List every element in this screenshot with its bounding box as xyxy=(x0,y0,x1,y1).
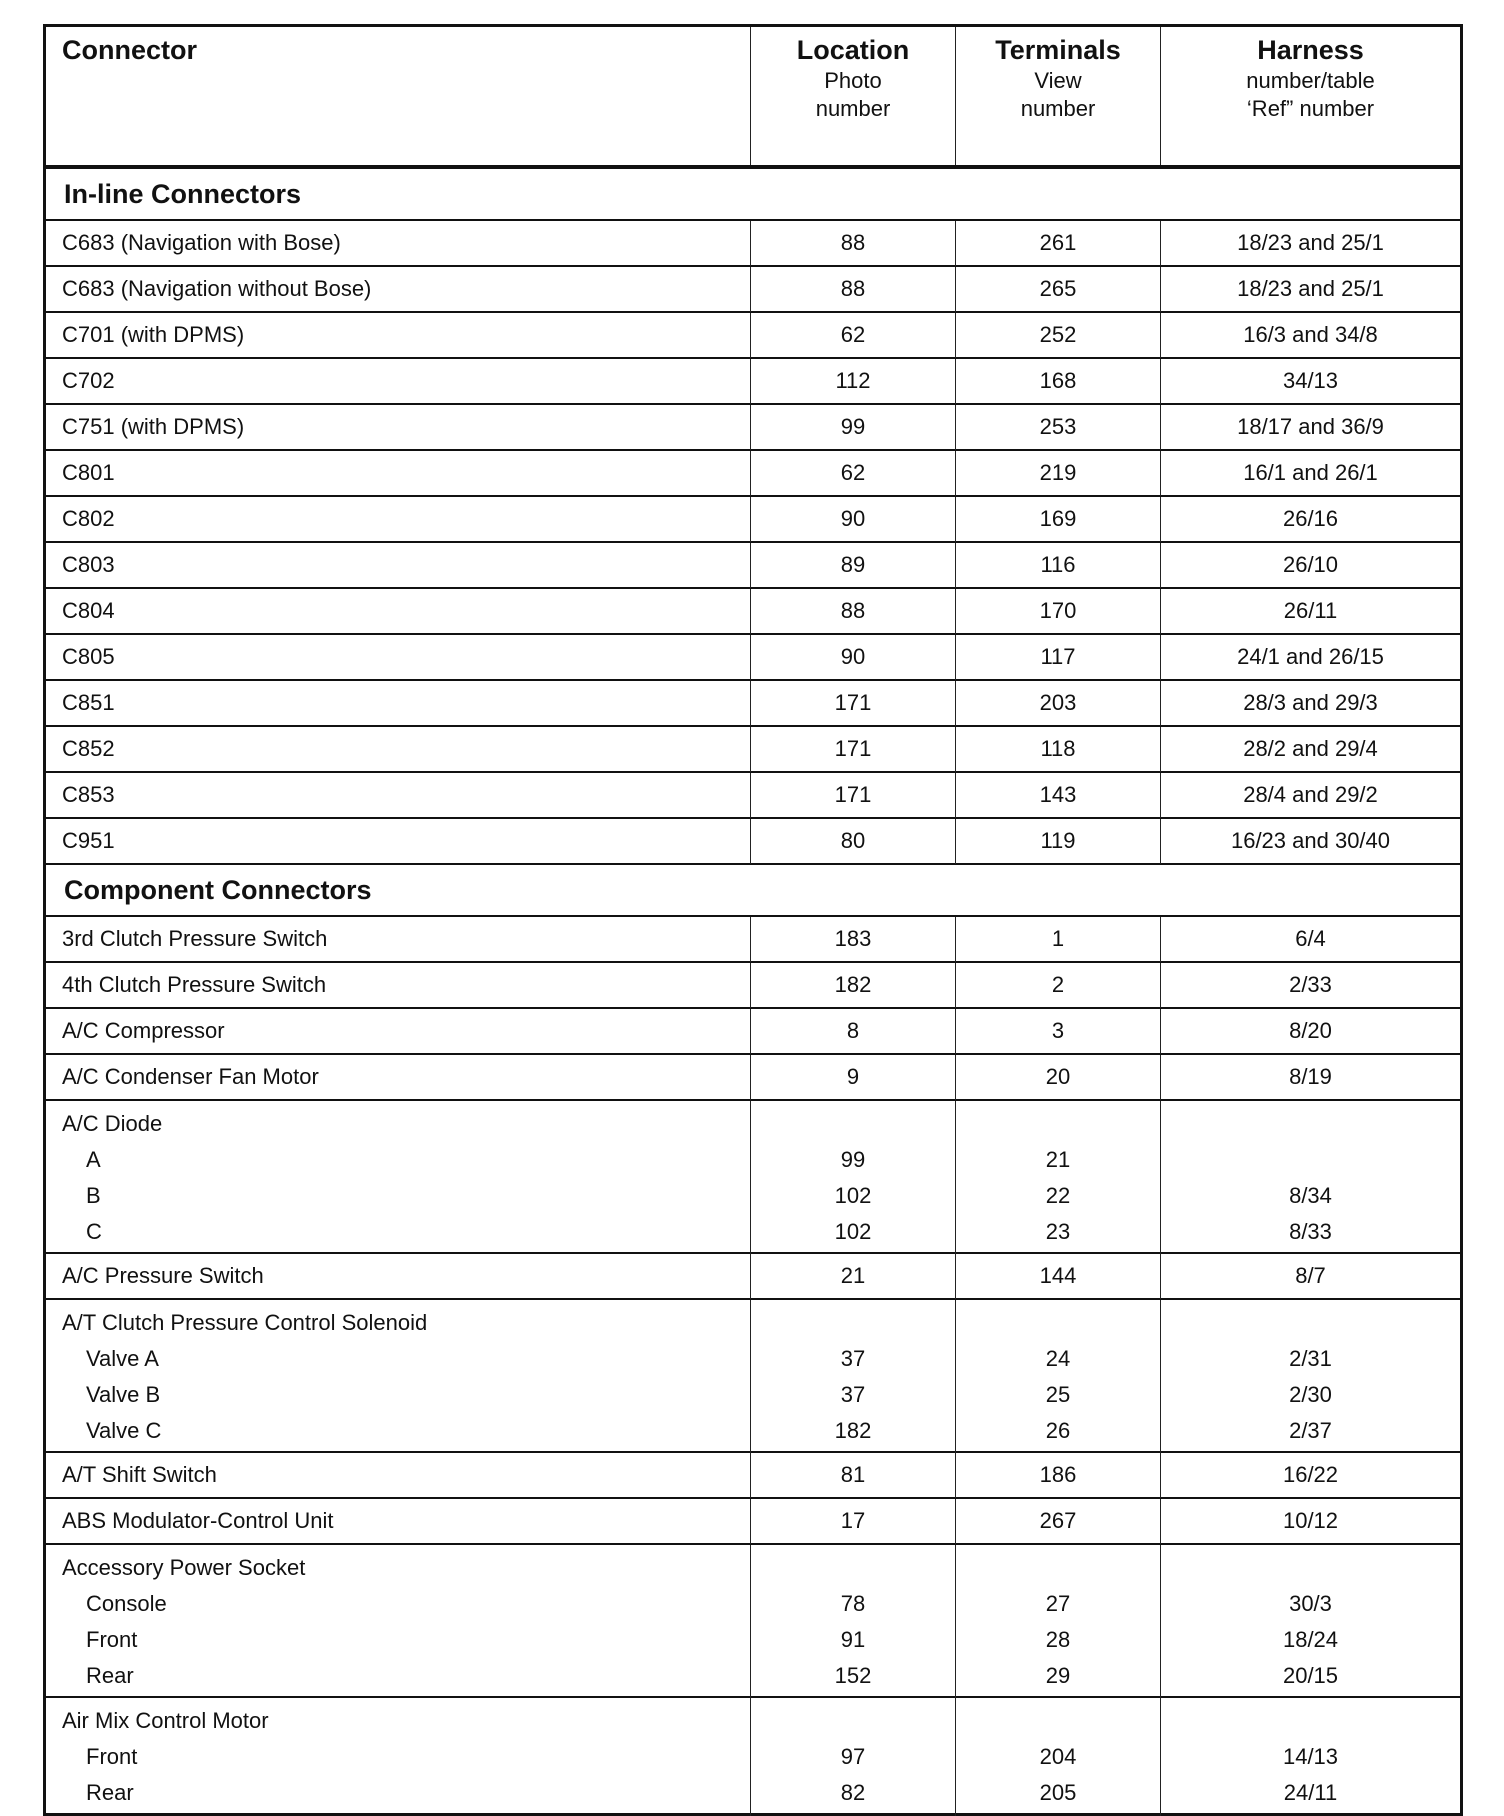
harness-cell xyxy=(1160,681,1460,726)
location-cell xyxy=(750,221,955,266)
location-cell xyxy=(750,589,955,634)
location-cell xyxy=(750,543,955,588)
connector-name: C801 xyxy=(62,460,115,485)
harness-value: 8/19 xyxy=(1289,1064,1332,1089)
connector-name: C853 xyxy=(62,782,115,807)
terminals-cell xyxy=(955,773,1160,818)
harness-cell xyxy=(1160,1545,1460,1699)
section-title: In-line Connectors xyxy=(46,169,1460,221)
harness-value: 26/16 xyxy=(1282,506,1339,531)
connector-cell xyxy=(46,1453,750,1498)
location-value: 152 xyxy=(834,1663,872,1688)
location-cell xyxy=(750,819,955,864)
location-value: 99 xyxy=(840,1147,866,1172)
harness-cell xyxy=(1160,917,1460,962)
table-row xyxy=(46,635,1460,681)
table-row xyxy=(46,963,1460,1009)
connector-cell xyxy=(46,221,750,266)
connector-cell xyxy=(46,1009,750,1054)
connector-name: 3rd Clutch Pressure Switch xyxy=(62,926,328,951)
sub-connector-name: Rear xyxy=(86,1663,134,1688)
connector-name: C804 xyxy=(62,598,115,623)
connector-cell xyxy=(46,359,750,404)
terminals-cell xyxy=(955,267,1160,312)
harness-value: 14/13 xyxy=(1282,1744,1339,1769)
harness-cell xyxy=(1160,359,1460,404)
harness-cell xyxy=(1160,963,1460,1008)
table-row xyxy=(46,1009,1460,1055)
connector-name: ABS Modulator-Control Unit xyxy=(62,1508,334,1533)
connector-cell xyxy=(46,727,750,772)
harness-cell xyxy=(1160,1009,1460,1054)
table-row xyxy=(46,773,1460,819)
table-row xyxy=(46,819,1460,865)
harness-cell xyxy=(1160,1055,1460,1100)
connector-name: C803 xyxy=(62,552,115,577)
header-location-sub2: number xyxy=(815,96,891,121)
table-row xyxy=(46,917,1460,963)
connector-cell xyxy=(46,917,750,962)
section-title: Component Connectors xyxy=(46,865,1460,917)
connector-table xyxy=(43,24,1463,1816)
connector-cell xyxy=(46,963,750,1008)
harness-value: 8/33 xyxy=(1289,1219,1332,1244)
harness-cell xyxy=(1160,635,1460,680)
connector-name: A/T Clutch Pressure Control Solenoid xyxy=(62,1310,428,1335)
terminals-cell xyxy=(955,451,1160,496)
connector-name: C701 (with DPMS) xyxy=(62,322,245,347)
location-cell xyxy=(750,313,955,358)
terminals-cell xyxy=(955,1101,1160,1255)
sub-connector-name: Front xyxy=(86,1627,138,1652)
location-cell xyxy=(750,727,955,772)
harness-value: 2/37 xyxy=(1289,1418,1332,1443)
table-row xyxy=(46,497,1460,543)
terminals-value: 169 xyxy=(1039,506,1077,531)
connector-cell xyxy=(46,681,750,726)
harness-cell xyxy=(1160,221,1460,266)
table-row xyxy=(46,1499,1460,1545)
harness-value: 24/1 and 26/15 xyxy=(1237,644,1384,669)
harness-value: 28/2 and 29/4 xyxy=(1243,736,1378,761)
connector-cell xyxy=(46,405,750,450)
location-cell xyxy=(750,497,955,542)
location-value: 37 xyxy=(840,1346,866,1371)
terminals-value: 1 xyxy=(1051,926,1065,951)
terminals-value: 22 xyxy=(1045,1183,1071,1208)
location-cell xyxy=(750,405,955,450)
terminals-value: 20 xyxy=(1045,1064,1071,1089)
connector-cell xyxy=(46,1101,750,1255)
harness-value: 26/11 xyxy=(1283,598,1338,623)
harness-value: 28/4 and 29/2 xyxy=(1243,782,1378,807)
terminals-cell xyxy=(955,819,1160,864)
sub-connector-name: B xyxy=(86,1183,101,1208)
terminals-value: 25 xyxy=(1045,1382,1071,1407)
terminals-cell xyxy=(955,963,1160,1008)
connector-name: C851 xyxy=(62,690,115,715)
location-value: 91 xyxy=(840,1627,866,1652)
header-location-title: Location xyxy=(796,35,910,65)
table-row xyxy=(46,1453,1460,1499)
connector-name: A/C Condenser Fan Motor xyxy=(62,1064,319,1089)
terminals-value: 118 xyxy=(1040,736,1076,761)
connector-name: C802 xyxy=(62,506,115,531)
harness-cell xyxy=(1160,313,1460,358)
location-cell xyxy=(750,1453,955,1498)
blank-line xyxy=(956,1708,1160,1744)
harness-cell xyxy=(1160,819,1460,864)
connector-name: C805 xyxy=(62,644,115,669)
location-value: 89 xyxy=(840,552,866,577)
location-value: 80 xyxy=(840,828,866,853)
terminals-cell xyxy=(955,1254,1160,1299)
connector-cell xyxy=(46,589,750,634)
terminals-value: 3 xyxy=(1051,1018,1065,1043)
location-cell xyxy=(750,635,955,680)
harness-cell xyxy=(1160,1499,1460,1544)
location-cell xyxy=(750,451,955,496)
blank-line xyxy=(956,1555,1160,1591)
location-value: 97 xyxy=(840,1744,866,1769)
connector-cell xyxy=(46,1055,750,1100)
harness-cell xyxy=(1160,727,1460,772)
location-cell xyxy=(750,1254,955,1299)
harness-value: 8/20 xyxy=(1289,1018,1332,1043)
location-cell xyxy=(750,681,955,726)
location-value: 102 xyxy=(834,1183,872,1208)
blank-line xyxy=(751,1555,955,1591)
connector-cell xyxy=(46,819,750,864)
table-row xyxy=(46,1545,1460,1698)
blank-line xyxy=(1161,1555,1460,1591)
location-value: 17 xyxy=(840,1508,866,1533)
location-value: 88 xyxy=(840,230,866,255)
connector-cell xyxy=(46,1300,750,1454)
terminals-cell xyxy=(955,589,1160,634)
sub-connector-name: Valve A xyxy=(86,1346,159,1371)
terminals-value: 29 xyxy=(1045,1663,1071,1688)
location-value: 88 xyxy=(840,276,866,301)
location-cell xyxy=(750,1101,955,1255)
harness-value: 16/23 and 30/40 xyxy=(1230,828,1391,853)
harness-value: 20/15 xyxy=(1282,1663,1339,1688)
terminals-cell xyxy=(955,635,1160,680)
location-cell xyxy=(750,963,955,1008)
connector-cell xyxy=(46,773,750,818)
sub-connector-name: Valve C xyxy=(86,1418,162,1443)
harness-value: 8/7 xyxy=(1295,1263,1326,1288)
terminals-cell xyxy=(955,1055,1160,1100)
table-row xyxy=(46,313,1460,359)
terminals-value: 26 xyxy=(1045,1418,1071,1443)
terminals-value: 253 xyxy=(1039,414,1077,439)
location-value: 8 xyxy=(846,1018,860,1043)
location-value: 9 xyxy=(846,1064,860,1089)
header-location-sub1: Photo xyxy=(824,68,882,93)
blank-line xyxy=(751,1708,955,1744)
location-cell xyxy=(750,267,955,312)
harness-cell xyxy=(1160,589,1460,634)
harness-value: 18/23 and 25/1 xyxy=(1237,230,1384,255)
terminals-value: 170 xyxy=(1039,598,1077,623)
connector-cell xyxy=(46,313,750,358)
location-cell xyxy=(750,1055,955,1100)
location-cell xyxy=(750,1499,955,1544)
blank-line xyxy=(751,1111,955,1147)
harness-value: 26/10 xyxy=(1282,552,1339,577)
connector-name: C683 (Navigation without Bose) xyxy=(62,276,372,301)
harness-value: 16/3 and 34/8 xyxy=(1243,322,1378,347)
harness-value: 34/13 xyxy=(1282,368,1339,393)
location-value: 62 xyxy=(840,460,866,485)
blank-line xyxy=(1161,1310,1460,1346)
terminals-value: 219 xyxy=(1039,460,1077,485)
header-terminals-title: Terminals xyxy=(995,35,1121,65)
location-cell xyxy=(750,1009,955,1054)
blank-line xyxy=(956,1111,1160,1147)
connector-name: C852 xyxy=(62,736,115,761)
terminals-value: 143 xyxy=(1039,782,1077,807)
table-row xyxy=(46,1300,1460,1453)
connector-name: A/C Compressor xyxy=(62,1018,225,1043)
terminals-cell xyxy=(955,497,1160,542)
table-row xyxy=(46,1101,1460,1254)
harness-value: 8/34 xyxy=(1289,1183,1332,1208)
connector-name: A/C Diode xyxy=(62,1111,163,1136)
terminals-cell xyxy=(955,1698,1160,1816)
connector-name: C702 xyxy=(62,368,115,393)
table-row xyxy=(46,405,1460,451)
connector-cell xyxy=(46,1698,750,1816)
table-row xyxy=(46,359,1460,405)
location-value: 183 xyxy=(834,926,872,951)
location-value: 171 xyxy=(834,782,872,807)
harness-value: 2/30 xyxy=(1289,1382,1332,1407)
header-harness-sub2: ‘Ref” number xyxy=(1246,96,1375,121)
terminals-value: 204 xyxy=(1039,1744,1077,1769)
terminals-value: 23 xyxy=(1045,1219,1071,1244)
location-cell xyxy=(750,917,955,962)
connector-name: A/C Pressure Switch xyxy=(62,1263,264,1288)
header-location xyxy=(750,27,955,165)
terminals-value: 119 xyxy=(1040,828,1076,853)
connector-name: C683 (Navigation with Bose) xyxy=(62,230,341,255)
connector-cell xyxy=(46,1545,750,1699)
header-terminals xyxy=(955,27,1160,165)
blank-line xyxy=(751,1310,955,1346)
header-connector-title: Connector xyxy=(62,35,197,65)
sub-connector-name: Valve B xyxy=(86,1382,161,1407)
terminals-value: 252 xyxy=(1039,322,1077,347)
harness-value: 16/22 xyxy=(1282,1462,1339,1487)
harness-value: 30/3 xyxy=(1289,1591,1332,1616)
terminals-value: 116 xyxy=(1040,552,1076,577)
terminals-cell xyxy=(955,359,1160,404)
harness-value: 24/11 xyxy=(1283,1780,1338,1805)
terminals-cell xyxy=(955,1499,1160,1544)
location-value: 112 xyxy=(835,368,871,393)
harness-cell xyxy=(1160,543,1460,588)
location-cell xyxy=(750,1545,955,1699)
terminals-value: 2 xyxy=(1051,972,1065,997)
connector-name: Accessory Power Socket xyxy=(62,1555,306,1580)
terminals-cell xyxy=(955,917,1160,962)
terminals-cell xyxy=(955,405,1160,450)
location-value: 81 xyxy=(840,1462,866,1487)
sub-connector-name: Front xyxy=(86,1744,138,1769)
connector-cell xyxy=(46,1254,750,1299)
location-cell xyxy=(750,1698,955,1816)
terminals-value: 265 xyxy=(1039,276,1077,301)
location-value: 37 xyxy=(840,1382,866,1407)
harness-value: 10/12 xyxy=(1282,1508,1339,1533)
harness-value xyxy=(1161,1147,1460,1183)
table-row xyxy=(46,267,1460,313)
terminals-cell xyxy=(955,1009,1160,1054)
location-value: 102 xyxy=(834,1219,872,1244)
terminals-cell xyxy=(955,727,1160,772)
location-cell xyxy=(750,1300,955,1454)
terminals-cell xyxy=(955,1300,1160,1454)
header-terminals-sub2: number xyxy=(1020,96,1096,121)
terminals-cell xyxy=(955,1545,1160,1699)
table-row xyxy=(46,1055,1460,1101)
location-value: 62 xyxy=(840,322,866,347)
location-value: 82 xyxy=(840,1780,866,1805)
terminals-value: 168 xyxy=(1039,368,1077,393)
harness-cell xyxy=(1160,1698,1460,1816)
table-row xyxy=(46,221,1460,267)
terminals-value: 205 xyxy=(1039,1780,1077,1805)
header-connector xyxy=(46,27,750,165)
location-value: 90 xyxy=(840,644,866,669)
connector-cell xyxy=(46,1499,750,1544)
terminals-cell xyxy=(955,221,1160,266)
connector-name: 4th Clutch Pressure Switch xyxy=(62,972,327,997)
harness-cell xyxy=(1160,1300,1460,1454)
harness-value: 2/31 xyxy=(1289,1346,1332,1371)
connector-cell xyxy=(46,267,750,312)
harness-cell xyxy=(1160,1254,1460,1299)
location-value: 21 xyxy=(840,1263,866,1288)
header-terminals-sub1: View xyxy=(1034,68,1082,93)
harness-cell xyxy=(1160,405,1460,450)
location-cell xyxy=(750,773,955,818)
table-row xyxy=(46,451,1460,497)
header-harness xyxy=(1160,27,1460,165)
terminals-value: 144 xyxy=(1039,1263,1077,1288)
terminals-value: 267 xyxy=(1039,1508,1077,1533)
terminals-value: 27 xyxy=(1045,1591,1071,1616)
terminals-value: 21 xyxy=(1045,1147,1071,1172)
harness-value: 6/4 xyxy=(1295,926,1326,951)
table-row xyxy=(46,1698,1460,1813)
harness-value: 18/17 and 36/9 xyxy=(1237,414,1384,439)
harness-value: 18/23 and 25/1 xyxy=(1237,276,1384,301)
terminals-cell xyxy=(955,543,1160,588)
connector-name: C751 (with DPMS) xyxy=(62,414,245,439)
header-harness-title: Harness xyxy=(1257,35,1364,65)
terminals-value: 24 xyxy=(1045,1346,1071,1371)
harness-cell xyxy=(1160,773,1460,818)
location-value: 182 xyxy=(834,1418,872,1443)
connector-name: Air Mix Control Motor xyxy=(62,1708,269,1733)
terminals-cell xyxy=(955,1453,1160,1498)
table-row xyxy=(46,1254,1460,1300)
connector-cell xyxy=(46,635,750,680)
terminals-value: 117 xyxy=(1040,644,1076,669)
connector-name: C951 xyxy=(62,828,115,853)
table-header xyxy=(46,27,1460,167)
location-value: 171 xyxy=(834,736,872,761)
location-value: 99 xyxy=(840,414,866,439)
sub-connector-name: A xyxy=(86,1147,101,1172)
table-row xyxy=(46,727,1460,773)
terminals-value: 28 xyxy=(1045,1627,1071,1652)
location-cell xyxy=(750,359,955,404)
harness-value: 28/3 and 29/3 xyxy=(1243,690,1378,715)
sub-connector-name: Rear xyxy=(86,1780,134,1805)
harness-cell xyxy=(1160,497,1460,542)
connector-name: A/T Shift Switch xyxy=(62,1462,217,1487)
harness-cell xyxy=(1160,1101,1460,1255)
location-value: 78 xyxy=(840,1591,866,1616)
sub-connector-name: C xyxy=(86,1219,102,1244)
header-harness-sub1: number/table xyxy=(1246,68,1375,93)
table-row xyxy=(46,681,1460,727)
harness-cell xyxy=(1160,267,1460,312)
sub-connector-name: Console xyxy=(86,1591,167,1616)
blank-line xyxy=(956,1310,1160,1346)
table-row xyxy=(46,589,1460,635)
terminals-value: 186 xyxy=(1039,1462,1077,1487)
harness-value: 18/24 xyxy=(1282,1627,1339,1652)
harness-cell xyxy=(1160,1453,1460,1498)
harness-value: 2/33 xyxy=(1289,972,1332,997)
location-value: 90 xyxy=(840,506,866,531)
terminals-cell xyxy=(955,313,1160,358)
blank-line xyxy=(1161,1708,1460,1744)
connector-cell xyxy=(46,451,750,496)
location-value: 182 xyxy=(834,972,872,997)
terminals-value: 203 xyxy=(1039,690,1077,715)
table-row xyxy=(46,543,1460,589)
harness-value: 16/1 and 26/1 xyxy=(1243,460,1378,485)
connector-cell xyxy=(46,497,750,542)
location-value: 88 xyxy=(840,598,866,623)
terminals-cell xyxy=(955,681,1160,726)
connector-cell xyxy=(46,543,750,588)
blank-line xyxy=(1161,1111,1460,1147)
terminals-value: 261 xyxy=(1039,230,1077,255)
location-value: 171 xyxy=(834,690,872,715)
harness-cell xyxy=(1160,451,1460,496)
